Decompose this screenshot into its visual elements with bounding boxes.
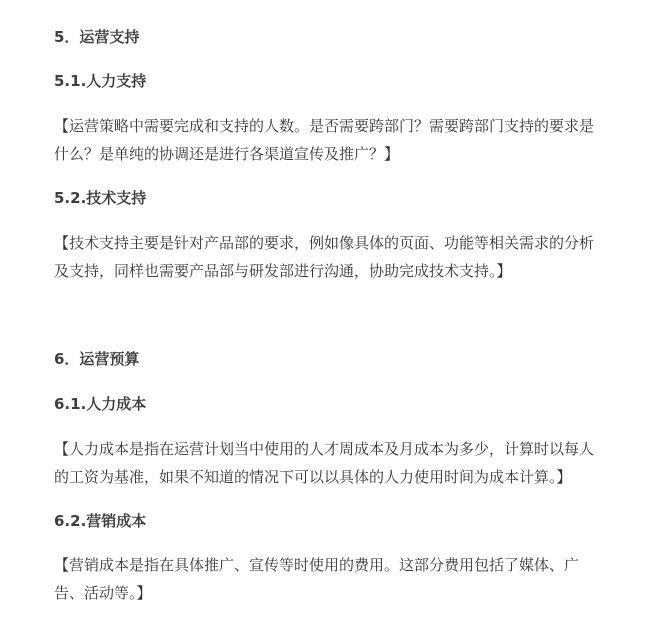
section-5-1-heading: 5.1.人力支持 xyxy=(54,72,147,90)
section-6-1-paragraph: 【人力成本是指在运营计划当中使用的人才周成本及月成本为多少，计算时以每人的工资为基准，如果不知道的情况下可以以具体的人力使用时间为成本计算。】 xyxy=(54,440,595,486)
section-6-2-heading: 6.2.营销成本 xyxy=(54,512,147,530)
section-6-1-heading: 6.1.人力成本 xyxy=(54,395,147,413)
section-5-2-heading: 5.2.技术支持 xyxy=(54,189,147,207)
section-5-1-paragraph: 【运营策略中需要完成和支持的人数。是否需要跨部门？需要跨部门支持的要求是什么？是单纯的协调还是进行各渠道宣传及推广？】 xyxy=(54,117,595,163)
section-5-2-paragraph: 【技术支持主要是针对产品部的要求，例如像具体的页面、功能等相关需求的分析及支持，同样也需要产品部与研发部进行沟通，协助完成技术支持。】 xyxy=(54,234,595,280)
section-6-2-paragraph: 【营销成本是指在具体推广、宣传等时使用的费用。这部分费用包括了媒体、广告、活动等。】 xyxy=(54,556,580,602)
section-5-heading: 5．运营支持 xyxy=(54,28,140,46)
section-6-heading: 6．运营预算 xyxy=(54,350,140,368)
